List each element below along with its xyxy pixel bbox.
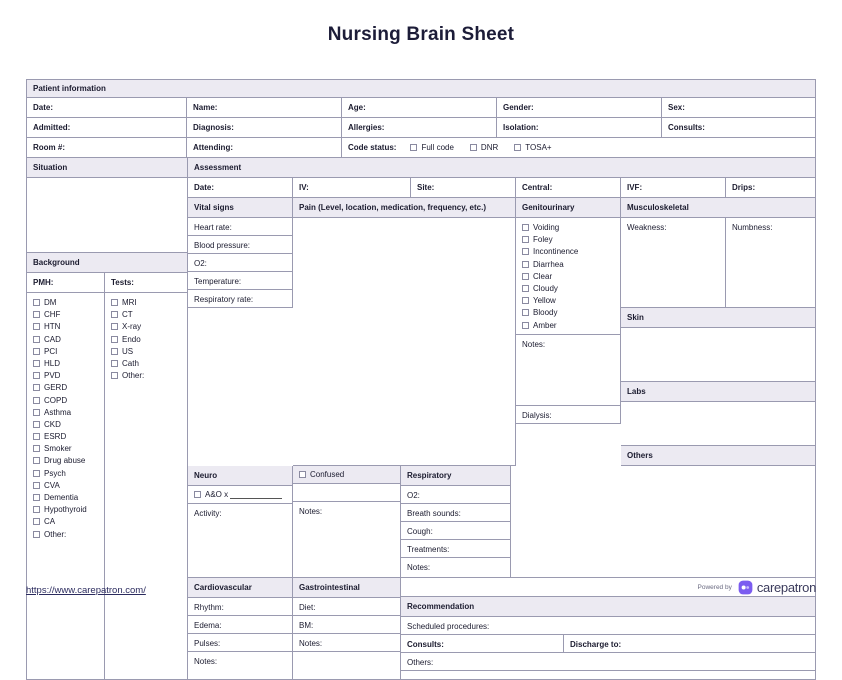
pain-notes-area[interactable] bbox=[293, 218, 516, 466]
pmh-item-asthma[interactable] bbox=[33, 408, 98, 417]
gu-item-voiding[interactable] bbox=[522, 223, 614, 232]
field-name[interactable]: Name: bbox=[187, 98, 342, 118]
pmh-label: PMH: bbox=[27, 273, 105, 293]
item-label: PCI bbox=[44, 346, 58, 356]
neuro-notes-column bbox=[293, 466, 401, 578]
item-label: Other: bbox=[122, 371, 145, 381]
field-rec-consults[interactable]: Consults: bbox=[401, 635, 564, 653]
item-label: Foley bbox=[533, 235, 553, 245]
neuro-notes-spacer bbox=[293, 484, 401, 502]
tests-item-us[interactable] bbox=[111, 347, 181, 356]
item-label: Hypothyroid bbox=[44, 505, 87, 515]
checkbox-icon[interactable] bbox=[33, 433, 40, 440]
pmh-item-drug-abuse[interactable] bbox=[33, 456, 98, 465]
tests-label: Tests: bbox=[105, 273, 187, 293]
item-label: CHF bbox=[44, 310, 61, 320]
cv-notes[interactable]: Notes: bbox=[188, 652, 293, 679]
checkbox-icon[interactable] bbox=[514, 144, 521, 151]
field-respiratory-rate[interactable]: Respiratory rate: bbox=[188, 290, 293, 308]
pmh-item-esrd[interactable] bbox=[33, 432, 98, 441]
header-respiratory: Respiratory bbox=[401, 466, 511, 486]
skin-notes-area[interactable] bbox=[621, 328, 815, 382]
field-gender[interactable]: Gender: bbox=[497, 98, 662, 118]
tests-item-ct[interactable] bbox=[111, 310, 181, 319]
field-site[interactable]: Site: bbox=[411, 178, 516, 198]
pmh-item-pci[interactable] bbox=[33, 347, 98, 356]
field-rec-others[interactable]: Others: bbox=[401, 653, 815, 671]
checkbox-icon[interactable] bbox=[522, 224, 529, 231]
patient-row-1 bbox=[27, 98, 815, 118]
pmh-item-cad[interactable] bbox=[33, 335, 98, 344]
item-label: COPD bbox=[44, 395, 68, 405]
checkbox-icon[interactable] bbox=[522, 236, 529, 243]
gu-item-foley[interactable] bbox=[522, 235, 614, 244]
field-sex[interactable]: Sex: bbox=[662, 98, 815, 118]
section-situation: Situation bbox=[27, 158, 187, 178]
item-label: Yellow bbox=[533, 296, 556, 306]
pmh-item-copd[interactable] bbox=[33, 396, 98, 405]
option-label: DNR bbox=[480, 143, 499, 152]
cv-pulses[interactable]: Pulses: bbox=[188, 634, 293, 652]
checkbox-icon[interactable] bbox=[33, 384, 40, 391]
field-iv[interactable]: IV: bbox=[293, 178, 411, 198]
checkbox-icon[interactable] bbox=[111, 299, 118, 306]
pmh-item-hld[interactable] bbox=[33, 359, 98, 368]
checkbox-icon[interactable] bbox=[111, 348, 118, 355]
item-label: US bbox=[122, 346, 134, 356]
pmh-item-cva[interactable] bbox=[33, 481, 98, 490]
gi-diet[interactable]: Diet: bbox=[293, 598, 401, 616]
field-room[interactable]: Room #: bbox=[27, 138, 187, 158]
code-status-label: Code status: bbox=[348, 143, 397, 152]
pmh-column bbox=[27, 273, 105, 679]
section-background: Background bbox=[27, 253, 187, 273]
field-central[interactable]: Central: bbox=[516, 178, 621, 198]
checkbox-icon[interactable] bbox=[33, 470, 40, 477]
carepatron-logo-icon bbox=[738, 580, 753, 595]
checkbox-icon[interactable] bbox=[111, 323, 118, 330]
checkbox-icon[interactable] bbox=[522, 273, 529, 280]
checkbox-icon[interactable] bbox=[33, 336, 40, 343]
pmh-item-smoker[interactable] bbox=[33, 444, 98, 453]
field-discharge-to[interactable]: Discharge to: bbox=[564, 635, 815, 653]
field-numbness[interactable]: Numbness: bbox=[726, 218, 815, 308]
code-status-option-dnr[interactable] bbox=[470, 143, 498, 152]
field-blood-pressure[interactable]: Blood pressure: bbox=[188, 236, 293, 254]
section-recommendation: Recommendation bbox=[401, 597, 815, 617]
checkbox-icon[interactable] bbox=[33, 409, 40, 416]
field-consults[interactable]: Consults: bbox=[662, 118, 815, 138]
neuro-resp-row bbox=[188, 466, 815, 578]
checkbox-icon[interactable] bbox=[33, 518, 40, 525]
item-label: HTN bbox=[44, 322, 61, 332]
checkbox-icon[interactable] bbox=[194, 491, 201, 498]
field-isolation[interactable]: Isolation: bbox=[497, 118, 662, 138]
pmh-item-chf[interactable] bbox=[33, 310, 98, 319]
resp-o2[interactable]: O2: bbox=[401, 486, 511, 504]
checkbox-icon[interactable] bbox=[111, 372, 118, 379]
tests-item-endo[interactable] bbox=[111, 335, 181, 344]
gi-notes-area[interactable] bbox=[293, 652, 401, 679]
item-label: Clear bbox=[533, 271, 553, 281]
field-drips[interactable]: Drips: bbox=[726, 178, 815, 198]
brand-name: carepatron bbox=[756, 580, 816, 595]
checkbox-icon[interactable] bbox=[33, 311, 40, 318]
header-genitourinary: Genitourinary bbox=[516, 198, 621, 218]
checkbox-icon[interactable] bbox=[33, 323, 40, 330]
header-others: Others bbox=[621, 446, 815, 466]
tests-column bbox=[105, 273, 187, 679]
gu-notes[interactable]: Notes: bbox=[516, 335, 621, 406]
neuro-activity[interactable]: Activity: bbox=[188, 504, 293, 578]
patient-row-3 bbox=[27, 138, 815, 158]
checkbox-icon[interactable] bbox=[33, 494, 40, 501]
header-vital-signs: Vital signs bbox=[188, 198, 293, 218]
gu-item-yellow[interactable] bbox=[522, 296, 614, 305]
checkbox-icon[interactable] bbox=[33, 299, 40, 306]
field-allergies[interactable]: Allergies: bbox=[342, 118, 497, 138]
checkbox-icon[interactable] bbox=[33, 360, 40, 367]
checkbox-icon[interactable] bbox=[522, 261, 529, 268]
item-label: CVA bbox=[44, 480, 60, 490]
others-area[interactable] bbox=[511, 466, 815, 578]
pmh-item-psych[interactable] bbox=[33, 469, 98, 478]
assessment-line-row bbox=[188, 178, 815, 198]
page-title: Nursing Brain Sheet bbox=[327, 24, 515, 45]
code-status-option-full-code[interactable] bbox=[410, 143, 453, 152]
brand-logo bbox=[738, 580, 816, 595]
vital-signs-column bbox=[188, 198, 293, 466]
respiratory-column bbox=[401, 466, 511, 578]
recommendation-consults-row bbox=[401, 635, 815, 653]
field-diagnosis[interactable]: Diagnosis: bbox=[187, 118, 342, 138]
neuro-notes[interactable]: Notes: bbox=[293, 502, 401, 578]
resp-breath-sounds[interactable]: Breath sounds: bbox=[401, 504, 511, 522]
field-age[interactable]: Age: bbox=[342, 98, 497, 118]
item-label: Voiding bbox=[533, 223, 560, 232]
item-label: CKD bbox=[44, 419, 61, 429]
resp-notes[interactable]: Notes: bbox=[401, 558, 511, 578]
gi-bm[interactable]: BM: bbox=[293, 616, 401, 634]
field-temperature[interactable]: Temperature: bbox=[188, 272, 293, 290]
neuro-ao-field[interactable] bbox=[188, 486, 293, 504]
neuro-column bbox=[188, 466, 293, 578]
pmh-list bbox=[27, 293, 105, 679]
left-column bbox=[27, 158, 188, 679]
msk-fields-row bbox=[621, 218, 815, 308]
item-label: HLD bbox=[44, 358, 61, 368]
cv-edema[interactable]: Edema: bbox=[188, 616, 293, 634]
item-label: Cath bbox=[122, 358, 139, 368]
neuro-confused-label: Confused bbox=[310, 470, 345, 479]
item-label: Bloody bbox=[533, 308, 558, 318]
checkbox-icon[interactable] bbox=[33, 372, 40, 379]
item-label: Amber bbox=[533, 320, 557, 330]
checkbox-icon[interactable] bbox=[522, 322, 529, 329]
field-heart-rate[interactable]: Heart rate: bbox=[188, 218, 293, 236]
patient-row-2 bbox=[27, 118, 815, 138]
gu-dialysis[interactable]: Dialysis: bbox=[516, 406, 621, 424]
pmh-item-other[interactable] bbox=[33, 530, 98, 539]
pmh-item-ca[interactable] bbox=[33, 517, 98, 526]
checkbox-icon[interactable] bbox=[33, 531, 40, 538]
gu-item-incontinence[interactable] bbox=[522, 247, 614, 256]
checkbox-icon[interactable] bbox=[111, 336, 118, 343]
gu-item-bloody[interactable] bbox=[522, 308, 614, 317]
assessment-column bbox=[188, 158, 815, 679]
resp-treatments[interactable]: Treatments: bbox=[401, 540, 511, 558]
assessment-mid-row bbox=[188, 198, 815, 466]
resp-cough[interactable]: Cough: bbox=[401, 522, 511, 540]
field-assess-date[interactable]: Date: bbox=[188, 178, 293, 198]
checkbox-icon[interactable] bbox=[111, 311, 118, 318]
tests-item-other[interactable] bbox=[111, 371, 181, 380]
gu-item-clear[interactable] bbox=[522, 272, 614, 281]
main-body bbox=[27, 158, 815, 679]
gu-item-diarrhea[interactable] bbox=[522, 260, 614, 269]
checkbox-icon[interactable] bbox=[33, 506, 40, 513]
field-weakness[interactable]: Weakness: bbox=[621, 218, 726, 308]
field-code-status bbox=[342, 138, 815, 158]
code-status-option-tosa[interactable] bbox=[514, 143, 551, 152]
item-label: Psych bbox=[44, 468, 66, 478]
item-label: Asthma bbox=[44, 407, 72, 417]
pmh-item-hypothyroid[interactable] bbox=[33, 505, 98, 514]
checkbox-icon[interactable] bbox=[33, 397, 40, 404]
item-label: Incontinence bbox=[533, 247, 579, 257]
field-attending[interactable]: Attending: bbox=[187, 138, 342, 158]
pmh-item-pvd[interactable] bbox=[33, 371, 98, 380]
labs-area[interactable] bbox=[621, 402, 815, 446]
cardiovascular-column bbox=[188, 578, 293, 679]
checkbox-icon[interactable] bbox=[299, 471, 306, 478]
checkbox-icon[interactable] bbox=[522, 309, 529, 316]
item-label: PVD bbox=[44, 371, 61, 381]
header-skin: Skin bbox=[621, 308, 815, 328]
tests-list bbox=[105, 293, 187, 679]
section-patient-information: Patient information bbox=[27, 80, 815, 98]
pmh-item-dm[interactable] bbox=[33, 298, 98, 307]
item-label: X-ray bbox=[122, 322, 142, 332]
neuro-resp-spacer-column bbox=[511, 466, 815, 578]
tests-item-cath[interactable] bbox=[111, 359, 181, 368]
checkbox-icon[interactable] bbox=[33, 482, 40, 489]
header-musculoskeletal: Musculoskeletal bbox=[621, 198, 815, 218]
item-label: Diarrhea bbox=[533, 259, 564, 269]
item-label: MRI bbox=[122, 298, 137, 307]
neuro-confused-field[interactable] bbox=[293, 466, 401, 484]
option-label: TOSA+ bbox=[525, 143, 552, 152]
option-label: Full code bbox=[421, 143, 454, 152]
item-label: Endo bbox=[122, 334, 141, 344]
item-label: CT bbox=[122, 310, 133, 320]
header-neuro: Neuro bbox=[188, 466, 293, 486]
field-ivf[interactable]: IVF: bbox=[621, 178, 726, 198]
pmh-item-ckd[interactable] bbox=[33, 420, 98, 429]
header-labs: Labs bbox=[621, 382, 815, 402]
pain-column bbox=[293, 198, 516, 466]
item-label: GERD bbox=[44, 383, 68, 393]
item-label: CAD bbox=[44, 334, 61, 344]
item-label: Drug abuse bbox=[44, 456, 86, 466]
item-label: CA bbox=[44, 517, 56, 527]
checkbox-icon[interactable] bbox=[522, 297, 529, 304]
pmh-item-htn[interactable] bbox=[33, 322, 98, 331]
checkbox-icon[interactable] bbox=[522, 248, 529, 255]
checkbox-icon[interactable] bbox=[33, 445, 40, 452]
field-date[interactable]: Date: bbox=[27, 98, 187, 118]
gu-item-cloudy[interactable] bbox=[522, 284, 614, 293]
checkbox-icon[interactable] bbox=[33, 348, 40, 355]
neuro-ao-label: A&O x bbox=[205, 490, 229, 499]
pmh-item-gerd[interactable] bbox=[33, 383, 98, 392]
checkbox-icon[interactable] bbox=[522, 285, 529, 292]
header-cardiovascular: Cardiovascular bbox=[188, 578, 293, 598]
footer-link[interactable]: https://www.carepatron.com/ bbox=[26, 585, 146, 596]
gastrointestinal-column bbox=[293, 578, 401, 679]
neuro-ao-blank[interactable] bbox=[230, 490, 282, 499]
genitourinary-column bbox=[516, 198, 621, 466]
genitourinary-list bbox=[516, 218, 621, 335]
field-scheduled-procedures[interactable]: Scheduled procedures: bbox=[401, 617, 815, 635]
background-body bbox=[27, 273, 187, 679]
checkbox-icon[interactable] bbox=[111, 360, 118, 367]
powered-by-block bbox=[698, 580, 816, 595]
field-admitted[interactable]: Admitted: bbox=[27, 118, 187, 138]
checkbox-icon[interactable] bbox=[410, 144, 417, 151]
gu-item-amber[interactable] bbox=[522, 321, 614, 330]
item-label: Dementia bbox=[44, 493, 79, 502]
item-label: Smoker bbox=[44, 444, 72, 454]
item-label: Other: bbox=[44, 529, 67, 539]
cv-rhythm[interactable]: Rhythm: bbox=[188, 598, 293, 616]
powered-by-label: Powered by bbox=[697, 584, 732, 591]
tests-item-xray[interactable] bbox=[111, 322, 181, 331]
recommendation-others-area[interactable] bbox=[401, 671, 815, 679]
header-gastrointestinal: Gastrointestinal bbox=[293, 578, 401, 598]
item-label: Cloudy bbox=[533, 283, 558, 293]
situation-notes-area[interactable] bbox=[27, 178, 187, 253]
section-assessment: Assessment bbox=[188, 158, 815, 178]
checkbox-icon[interactable] bbox=[470, 144, 477, 151]
gi-notes[interactable]: Notes: bbox=[293, 634, 401, 652]
checkbox-icon[interactable] bbox=[33, 457, 40, 464]
msk-column bbox=[621, 198, 815, 466]
pmh-item-dementia[interactable] bbox=[33, 493, 98, 502]
item-label: DM bbox=[44, 298, 57, 307]
header-pain: Pain (Level, location, medication, frequency, etc.) bbox=[293, 198, 516, 218]
tests-item-mri[interactable] bbox=[111, 298, 181, 307]
checkbox-icon[interactable] bbox=[33, 421, 40, 428]
field-o2[interactable]: O2: bbox=[188, 254, 293, 272]
page bbox=[0, 24, 842, 667]
item-label: ESRD bbox=[44, 432, 67, 442]
